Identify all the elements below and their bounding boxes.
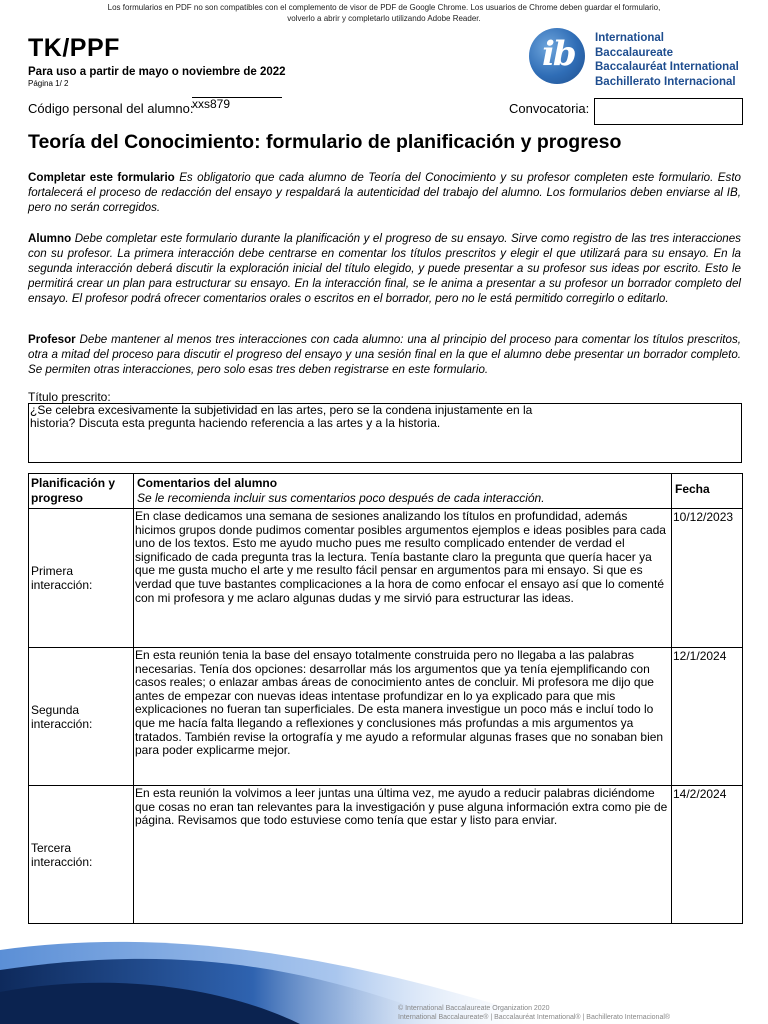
comments-header-subtitle: Se le recomienda incluir sus comentarios poco después de cada interacción. xyxy=(137,491,545,505)
section-complete xyxy=(28,170,741,215)
table-row xyxy=(29,509,743,648)
section-complete-text: Es obligatorio que cada alumno de Teoría del Conocimiento y su profesor completen este formulario. Esto fortalecerá el proceso de redacción del ensayo y respaldará la autenticidad del trabajo del alumno. Los formularios deben enviarse al IB, pero no serán corregidos. xyxy=(28,171,741,214)
table-row xyxy=(29,648,743,786)
footer-copyright xyxy=(398,1004,670,1022)
footer-line-1: © International Baccalaureate Organization 2020 xyxy=(398,1005,550,1012)
section-student xyxy=(28,231,741,306)
session-field[interactable] xyxy=(594,98,743,125)
stage-label: Tercera interacción: xyxy=(29,786,134,924)
table-row xyxy=(29,786,743,924)
comment-field[interactable]: En esta reunión tenia la base del ensayo totalmente construida pero no llegaba a las palabras necesarias. Tenía dos opciones: desarrollar más los argumentos que ya tenía ejemplificando con casos reales; o enlazar ambas áreas de conocimiento antes de concluir. Mi profesora me dijo que antes de empezar con nuevas ideas intentase profundizar en lo ya explicado para que mis explicaciones no fueran tan superficiales. De esta manera investigue un poco más e incluí todo lo que me hacía falta llegando a reflexiones y conclusiones más profundas a mis argumentos ya tratados. También revise la ortografía y me ayudo a reformular algunas frases que no sonaban bien para poder explicarme mejor. xyxy=(134,648,672,786)
form-code: TK/PPF xyxy=(28,34,120,62)
usage-note: Para uso a partir de mayo o noviembre de 2022 xyxy=(28,66,286,78)
section-teacher-text: Debe mantener al menos tres interacciones con cada alumno: una al principio del proceso para comentar los títulos prescritos, otra a mitad del proceso para discutir el progreso del ensayo y una sesión final en la que el alumno debe presentar un borrador completo. Se permiten otras interacciones, pero solo esas tres deben registrarse en este formulario. xyxy=(28,333,741,376)
stage-label: Segunda interacción: xyxy=(29,648,134,786)
section-complete-label: Completar este formulario xyxy=(28,171,175,184)
notice-line-1: Los formularios en PDF no son compatibles con el complemento de visor de PDF de Google Chrome. Los usuarios de Chrome deben guardar el formulario, xyxy=(107,3,661,12)
ib-globe-icon xyxy=(529,28,585,84)
ib-logo-mark: ib xyxy=(542,34,575,74)
ib-name-en: International Baccalaureate xyxy=(595,32,673,59)
notice-line-2: volverlo a abrir y completarlo utilizando Adobe Reader. xyxy=(287,14,481,23)
footer-line-2: International Baccalaureate® | Baccalauréat International® | Bachillerato Internacional® xyxy=(398,1014,671,1021)
comments-header-title: Comentarios del alumno xyxy=(137,476,278,490)
prescribed-title-value: ¿Se celebra excesivamente la subjetividad en las artes, pero se la condena injustamente en la historia? Discuta esta pregunta haciendo referencia a las artes y a la historia. xyxy=(30,403,533,430)
ib-name-es: Bachillerato Internacional xyxy=(595,75,736,88)
date-field[interactable]: 12/1/2024 xyxy=(672,648,743,786)
comment-field[interactable]: En esta reunión la volvimos a leer juntas una última vez, me ayudo a reducir palabras diciéndome que cosas no eran tan relevantes para la investigación y puse alguna información extra como pie de página. Revisamos que todo estuviese como tenía que estar y listo para enviar. xyxy=(134,786,672,924)
column-header-comments xyxy=(134,474,672,509)
section-student-label: Alumno xyxy=(28,232,72,245)
column-header-date: Fecha xyxy=(672,474,743,509)
date-field[interactable]: 10/12/2023 xyxy=(672,509,743,648)
chrome-compatibility-notice xyxy=(0,2,768,24)
prescribed-title-field[interactable] xyxy=(28,403,742,463)
date-field[interactable]: 14/2/2024 xyxy=(672,786,743,924)
section-student-text: Debe completar este formulario durante la planificación y el progreso de su ensayo. Sirve como registro de las tres interacciones con su profesor. La primera interacción debe centrarse en comentar los títulos prescritos y elegir el que utilizará para su ensayo. En la segunda interacción deberá discutir la exploración inicial del título elegido, y puede presentar a su profesor sus ideas por escrito. Esto le permitirá crear un plan para estructurar su ensayo. En la interacción final, se le anima a presentar a su profesor un borrador completo del ensayo. El profesor podrá ofrecer comentarios orales o escritos en el borrador, pero no le está permitido corregirlo o editarlo. xyxy=(28,232,741,305)
student-code-label: Código personal del alumno: xyxy=(28,101,194,116)
comment-field[interactable]: En clase dedicamos una semana de sesiones analizando los títulos en profundidad, además hicimos grupos donde pudimos comentar posibles argumentos ejemplos e ideas posibles para cada uno de los textos. Esto me ayudo mucho pues me resulto complicado entender de verdad el significado de cada pregunta tras la lectura. Tenía bastante claro la pregunta que quería hacer ya que me gusta mucho el arte y me resulto fácil pensar en argumentos para mi ensayo. Si que es verdad que tuve bastantes complicaciones a la hora de como enfocar el ensayo así que lo comenté con mi profesora y me aclaro algunas dudas y me sirvió para estructurar las ideas. xyxy=(134,509,672,648)
stage-label: Primera interacción: xyxy=(29,509,134,648)
ib-logo xyxy=(529,28,744,88)
session-label: Convocatoria: xyxy=(509,101,590,116)
section-teacher xyxy=(28,332,741,377)
prescribed-title-label: Título prescrito: xyxy=(28,390,111,404)
planning-table xyxy=(28,473,743,924)
ib-name-fr: Baccalauréat International xyxy=(595,61,739,73)
page-title: Teoría del Conocimiento: formulario de planificación y progreso xyxy=(28,131,622,153)
ib-logo-text xyxy=(595,31,744,89)
section-teacher-label: Profesor xyxy=(28,333,76,346)
page-number: Página 1/ 2 xyxy=(28,79,69,88)
column-header-stage: Planificación y progreso xyxy=(29,474,134,509)
student-code-field[interactable]: xxs879 xyxy=(192,97,282,110)
